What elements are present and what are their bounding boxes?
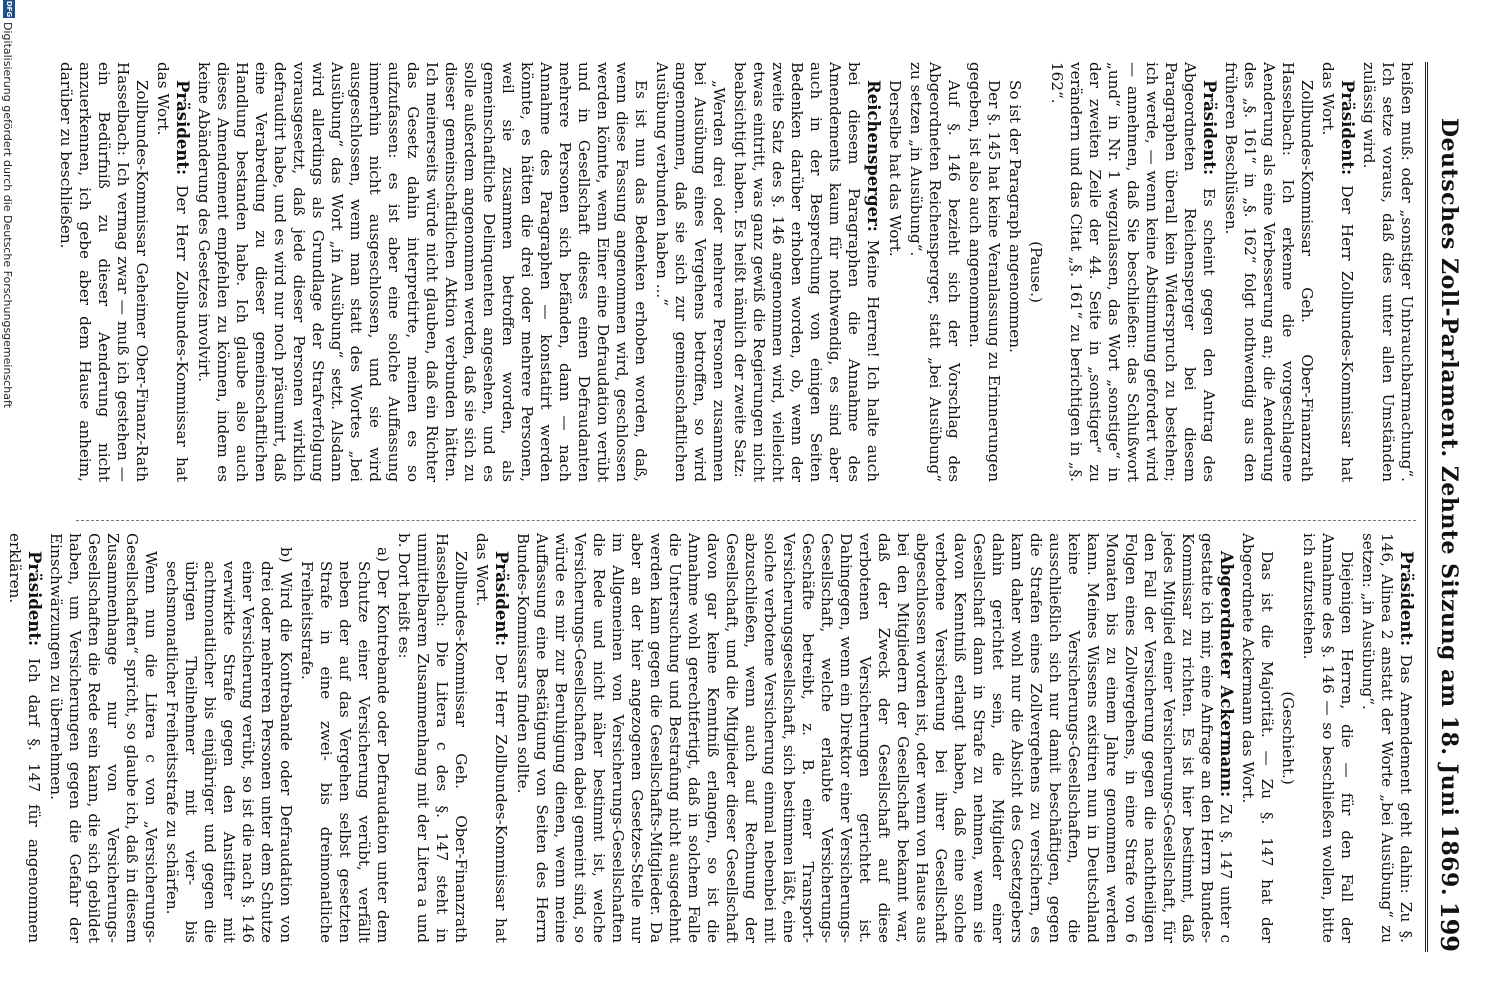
paragraph <box>513 533 1236 943</box>
paragraph <box>652 62 728 482</box>
speaker-name: Präsident: <box>492 551 511 647</box>
paragraph <box>1299 533 1356 943</box>
paragraph-text: Auf §. 146 bezieht sich der Vorschlag des Abgeordneten Reichensperger, statt „bei Ausübung“ zu setzen „in Ausübung“. <box>907 62 963 482</box>
paragraph-text: Diejenigen Herren, die — für den Fall der Annahme des §. 146 — so beschließen wollen, bitte ich aufzustehen. <box>1300 533 1356 943</box>
dfg-logo: DFG <box>5 0 13 18</box>
paragraph <box>1238 533 1276 943</box>
paragraph-text: Zollbundes-Kommissar Geh. Ober-Finanzrath Hasselbach: Ich erkenne die vorgeschlagene Aenderung als eine Verbesserung an; die Aenderung des „§. 161“ in „§. 162“ folgt nothwendig aus den früheren Beschlüssen. <box>1222 62 1316 482</box>
paragraph <box>1047 62 1219 482</box>
paragraph <box>885 62 904 482</box>
speaker-name: Präsident: <box>1338 80 1357 176</box>
paragraph-text: Meine Herren! Ich halte auch bei diesem Paragraphen die Annahme des Amendements kaum für nothwendig, es sind aber auch in der Besprechung von einigen Seiten Bedenken darüber erhoben worden, ob, wenn der zweite Satz des §. 146 angenommen wird, vielleicht etwas eintritt, was ganz gewiß die Regierungen nicht beabsichtigt haben. Es heißt nämlich der zweite Satz: <box>731 62 882 482</box>
paragraph-text: Das Amendement geht dahin: Zu §. 146, Alinea 2 anstatt der Worte „bei Ausübung“ zu setzen: „in Ausübung“. <box>1359 533 1415 944</box>
speaker-name: Reichensperger: <box>864 80 883 232</box>
paragraph-text: Es scheint gegen den Antrag des Abgeordneten Reichensperger bei diesem Paragraphen überall kein Widerspruch zu bestehen; ich werde, — wenn keine Abstimmung gefordert wird — annehmen, daß Sie beschließen: das Schlußwort „und“ in Nr. 1 wegzulassen, das Wort „sonstige“ in der zweiten Zeile der 44. Seite in „sonstiger“ zu verändern und das Citat „§. 161“ zu berichtigen in „§. 162“. <box>1048 62 1218 482</box>
paragraph <box>965 62 1003 482</box>
digitization-footer <box>0 0 16 1000</box>
paragraph-text: Zollbundes-Kommissar Geheimer Ober-Finanz-Rath Hasselbach: Ich vermag zwar — muß ich gestehen — ein Bedürfniß zu dieser Aenderung nicht anzuerkennen, ich gebe aber dem Hause anheim, darüber zu beschließen. <box>57 62 151 482</box>
page-header <box>1425 62 1468 952</box>
paragraph <box>153 62 192 482</box>
paragraph-text: Ich darf §. 147 für angenommen erklären. <box>6 533 43 943</box>
paragraph-text: Der Herr Zollbundes-Kommissar hat das Wort. <box>154 62 191 482</box>
paragraph-text: a) Der Kontrebande oder Defraudation unter dem Schutze einer Versicherung verübt, verfällt neben der auf das Vergehen selbst gesetzten Strafe in eine zwei- bis dreimonatliche Freiheitsstrafe. <box>298 547 392 943</box>
speaker-name: Abgeordneter Ackermann: <box>1217 551 1236 798</box>
paragraph-text: Der §. 145 hat keine Veranlassung zu Erinnerungen gegeben, ist also auch angenommen. <box>966 62 1003 482</box>
speaker-name: Präsident: <box>1200 80 1219 176</box>
page-number: 199 <box>1435 901 1464 952</box>
paragraph <box>1278 533 1297 943</box>
paragraph-text: (Geschieht.) <box>1279 691 1297 785</box>
paragraph-text: Zu §. 147 unter c gestatte ich mir, eine Anfrage an den Herrn Bundes-Kommissar zu richten. Es ist hier bestimmt, daß jedes Mitglied einer Versicherungs-Gesellschaft, für den Fall der Versicherung gegen die nachtheiligen Folgen eines Zollvergehens, in eine Strafe von 6 Monaten bis zu einem Jahre genommen werden kann. Meines Wissens existiren nun in Deutschland keine Versicherungs-Gesellschaften, die ausschließlich sich nur damit beschäftigen, gegen die Strafen eines Zollvergehens zu versichern, es kann daher wohl nur die Absicht des Gesetzgebers dahin gerichtet sein, die Mitglieder einer Gesellschaft dann in Strafe zu nehmen, wenn sie davon Kenntniß erlangt haben, daß eine solche verbotene Versicherung bei ihrer Gesellschaft abgeschlossen worden ist, oder wenn von Hause aus bei den Mitgliedern der Gesellschaft bekannt war, daß der Zweck der Gesellschaft auf diese verbotenen Versicherungen gerichtet ist. Dahingegen, wenn ein Direktor einer Versicherungs-Gesellschaft, welche erlaubte Versicherungs-Geschäfte betreibt, z. B. einer Transport-Versicherungsgesellschaft, sich bestimmen läßt, eine solche verbotene Versicherung einmal nebenbei mit abzuschließen, wenn auch auf Rechnung der Gesellschaft, und die Mitglieder dieser Gesellschaft davon gar keine Kenntniß erlangen, so ist die Annahme wohl gerechtfertigt, daß in solchem Falle die Untersuchung und Bestrafung nicht ausgedehnt werden kann gegen die Gesellschafts-Mitglieder. Da aber an der hier angezogenen Gesetzes-Stelle nur im Allgemeinen von Versicherungs-Gesellschaften die Rede und nicht näher bestimmt ist, welche Versicherungs-Gesellschaften dabei gemeint sind, so würde es mir zur Beruhigung dienen, wenn meine Auffassung eine Bestätigung von Seiten des Herrn Bundes-Kommissars finden sollte. <box>514 533 1235 944</box>
paragraph <box>1359 62 1416 482</box>
paragraph <box>194 62 650 482</box>
paragraph <box>1358 533 1416 943</box>
paragraph <box>906 62 963 482</box>
right-text-column <box>6 520 1416 944</box>
speaker-name: Präsident: <box>25 551 44 647</box>
paragraph <box>472 533 511 943</box>
paragraph-text: (Pause.) <box>1027 241 1045 303</box>
running-title: Deutsches Zoll-Parlament. Zehnte Sitzung am 18. Juni 1869. <box>1436 117 1462 897</box>
speaker-name: Präsident: <box>1397 551 1416 647</box>
paragraph-text: Derselbe hat das Wort. <box>886 80 904 257</box>
speaker-name: Präsident: <box>173 80 192 176</box>
paragraph-text: heißen muß: oder „sonstiger Unbrauchbarmachung“. Ich setze voraus, daß dies unter allen Umständen zulässig wird. <box>1360 62 1416 482</box>
paragraph <box>1026 62 1045 482</box>
paragraph <box>297 533 392 943</box>
paragraph-text: Zollbundes-Kommissar Geh. Ober-Finanzrath Hasselbach: Die Litera c des §. 147 steht in unmittelbarem Zusammenhang mit der Litera a und b. Dort heißt es: <box>395 533 470 943</box>
paragraph <box>162 533 295 943</box>
paragraph-text: Das ist die Majorität. — Zu §. 147 hat der Abgeordnete Ackermann das Wort. <box>1239 533 1276 943</box>
paragraph-text: Wenn nun die Litera c von „Versicherungs-Gesellschaften“ spricht, so glaube ich, daß in diesem Zusammenhange nur von Versicherungs-Gesellschaften die Rede sein kann, die sich gebildet haben, um Versicherungen gegen die Gefahr der Einschwärzungen zu übernehmen. <box>47 533 160 943</box>
paragraph <box>1318 62 1357 482</box>
paragraph <box>730 62 883 482</box>
paragraph <box>56 62 151 482</box>
paragraph-text: Es ist nun das Bedenken erhoben worden, daß, wenn diese Fassung angenommen wird, geschlossen werden könnte, wenn Einer eine Defraudation verübt und in Gesellschaft dieses einen Defraudanten mehrere Personen sich befänden, dann — nach Annahme des Paragraphen — konstatirt werden könnte, es hätten die drei oder mehrere Personen, weil sie zusammen betroffen worden, als gemeinschaftliche Delinquenten angesehen, und es solle außerdem angenommen werden, daß sie sich zu dieser gemeinschaftlichen Aktion verbunden hätten. Ich meinerseits würde nicht glauben, daß ein Richter das Gesetz dahin interpretirte, meinen es so aufzufassen: es ist aber eine solche Auffassung immerhin nicht ausgeschlossen, und sie wird ausgeschlossen, wenn man statt des Wortes „bei Ausübung“ das Wort „in Ausübung“ setzt. Alsdann wird allerdings als Grundlage der Strafverfolgung vorausgesetzt, daß jede dieser Personen wirklich defraudirt habe, und es wird nur noch präsumirt, daß eine Verabredung zu dieser gemeinschaftlichen Handlung bestanden habe. Ich glaube also auch dieses Amendement empfehlen zu können, indem es keine Abänderung des Gesetzes involvirt. <box>195 62 650 482</box>
paragraph-text: „Werden drei oder mehrere Personen zusammen bei Ausübung eines Vergehens betroffen, so wird angenommen, daß sie sich zur gemeinschaftlichen Ausübung verbunden haben ...“ <box>653 62 728 482</box>
paragraph <box>46 533 160 943</box>
paragraph <box>394 533 470 943</box>
paragraph <box>1221 62 1316 482</box>
left-text-column <box>57 62 1416 482</box>
paragraph <box>1005 62 1024 482</box>
digitization-credit: Digitalisierung gefördert durch die Deutsche Forschungsgemeinschaft <box>1 22 14 408</box>
paragraph-text: Der Herr Zollbundes-Kommissar hat das Wort. <box>473 533 510 943</box>
paragraph-text: b) Wird die Kontrebande oder Defraudation von drei oder mehreren Personen unter dem Schutze einer Versicherung verübt, so ist die nach §. 146 verwirkte Strafe gegen den Anstifter mit achtmonatlicher bis einjähriger und gegen die übrigen Theilnehmer mit vier- bis sechsmonatlicher Freiheitsstrafe zu schärfen. <box>163 547 295 943</box>
paragraph-text: Der Herr Zollbundes-Kommissar hat das Wort. <box>1319 62 1356 482</box>
paragraph-text: So ist der Paragraph angenommen. <box>1006 80 1024 353</box>
